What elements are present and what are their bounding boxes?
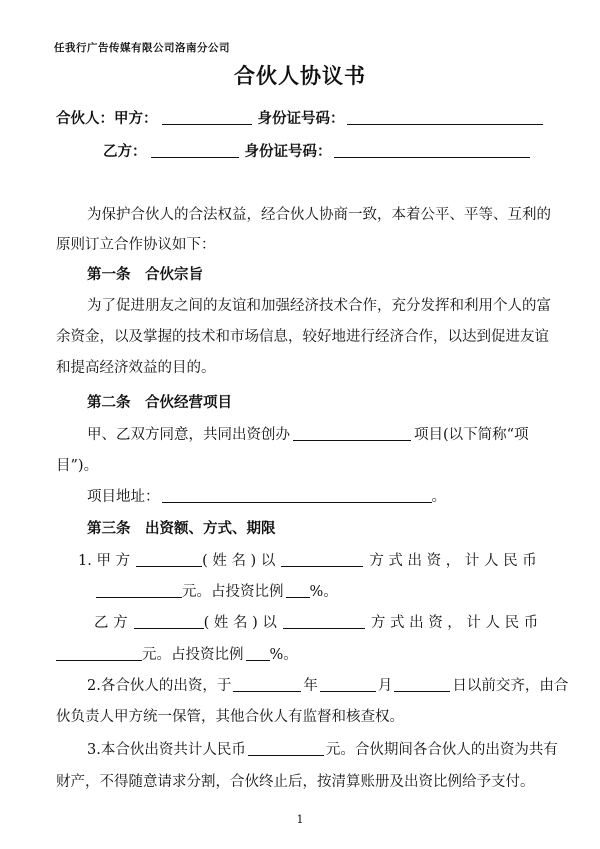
article-2-heading: 第二条 合伙经营项目 <box>87 394 232 411</box>
intro-line-2: 原则订立合作协议如下： <box>56 237 216 253</box>
page-number: 1 <box>296 813 304 826</box>
article-2-text-a: 甲、乙双方同意，共同出资创办 <box>87 427 290 443</box>
item-2-line-2: 伙负责人甲方统一保管，其他合伙人有监督和核查权。 <box>56 709 404 725</box>
item-1-prefix: 1. 甲 方 <box>78 553 131 569</box>
item-1-yuan: 元。占投资比例 <box>182 584 284 600</box>
party-a-id-label: 身份证号码： <box>257 110 345 127</box>
party-a-label: 甲方： <box>114 110 158 127</box>
party-label: 合伙人： <box>56 110 114 127</box>
item-1b-amount-blank[interactable] <box>56 645 142 661</box>
item-2-prefix: 2.各合伙人的出资，于 <box>87 678 232 694</box>
item-2-year-blank[interactable] <box>233 676 301 692</box>
item-1-mode-blank[interactable] <box>281 551 363 567</box>
item-1b-row <box>94 613 538 633</box>
party-b-name-blank[interactable] <box>151 142 239 158</box>
item-3-amount-blank[interactable] <box>248 740 324 756</box>
item-1b-name-label: ( 姓 名 ) 以 <box>203 615 277 631</box>
item-1-amount-blank[interactable] <box>96 582 182 598</box>
item-1-name-blank[interactable] <box>136 551 202 567</box>
article-3-heading: 第三条 出资额、方式、期限 <box>87 520 276 537</box>
party-b-id-blank[interactable] <box>334 142 530 158</box>
item-2-after: 日以前交齐，由合 <box>452 678 569 694</box>
intro-line-1: 为保护合伙人的合法权益，经合伙人协商一致，本着公平、平等、互利的 <box>87 207 551 223</box>
article-1-line-3: 和提高经济效益的目的。 <box>56 360 216 376</box>
project-address-end: 。 <box>431 489 446 505</box>
article-1-line-2: 余资金，以及掌握的技术和市场信息，较好地进行经济合作，以达到促进友谊 <box>56 329 549 345</box>
item-1-name-label: ( 姓 名 ) 以 <box>202 553 276 569</box>
article-1-line-1: 为了促进朋友之间的友谊和加强经济技术合作，充分发挥和利用个人的富 <box>87 298 551 314</box>
item-1b-percent-blank[interactable] <box>246 645 270 661</box>
party-a-id-blank[interactable] <box>347 109 543 125</box>
item-3-row <box>87 740 558 760</box>
item-1-mode-label: 方 式 出 资 ， 计 人 民 币 <box>369 553 537 569</box>
item-1-row-2 <box>96 582 338 602</box>
item-1-percent: %。 <box>309 584 338 600</box>
article-2-line-1 <box>87 425 529 445</box>
party-a-name-blank[interactable] <box>162 109 252 125</box>
item-1b-yuan: 元。占投资比例 <box>142 647 244 663</box>
item-3-prefix: 3.本合伙出资共计人民币 <box>87 742 246 758</box>
party-a-row <box>56 109 543 129</box>
project-name-blank[interactable] <box>293 425 411 441</box>
project-address-label: 项目地址： <box>87 489 160 505</box>
item-1b-row-2 <box>56 645 298 665</box>
item-1b-name-blank[interactable] <box>134 613 204 629</box>
item-1b-mode-label: 方 式 出 资 ， 计 人 民 币 <box>370 615 539 631</box>
item-1b-prefix: 乙 方 <box>94 615 128 631</box>
page-title: 合伙人协议书 <box>234 63 366 88</box>
article-2-text-b: 项目(以下简称“项 <box>414 427 529 443</box>
article-2-line-2: 目”)。 <box>56 458 99 474</box>
company-header: 任我行广告传媒有限公司洛南分公司 <box>54 42 230 54</box>
party-b-id-label: 身份证号码： <box>244 143 332 160</box>
item-3-line-2: 财产，不得随意请求分割，合伙终止后，按清算账册及出资比例给予支付。 <box>56 774 535 790</box>
item-1b-percent: %。 <box>269 647 298 663</box>
party-b-label: 乙方： <box>103 143 147 160</box>
item-1-percent-blank[interactable] <box>286 582 310 598</box>
item-2-day-blank[interactable] <box>394 676 450 692</box>
item-2-month: 月 <box>377 678 393 694</box>
item-1-row <box>78 551 537 571</box>
party-b-row <box>103 142 530 162</box>
item-3-after: 元。合伙期间各合伙人的出资为共有 <box>325 742 558 758</box>
item-2-row <box>87 676 568 696</box>
project-address-blank[interactable] <box>162 487 432 503</box>
item-2-month-blank[interactable] <box>320 676 376 692</box>
item-1b-mode-blank[interactable] <box>283 613 365 629</box>
project-address-row <box>87 487 446 507</box>
item-2-year: 年 <box>303 678 318 694</box>
article-1-heading: 第一条 合伙宗旨 <box>87 266 203 283</box>
